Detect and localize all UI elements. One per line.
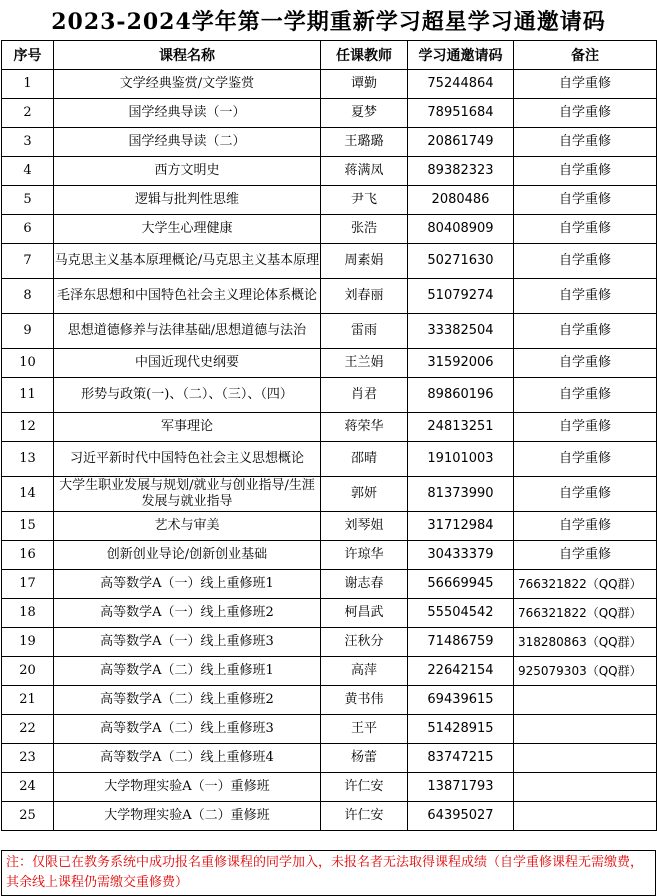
table-row: [2, 349, 657, 378]
row-course-name: 大学生心理健康: [54, 215, 321, 244]
row-remark: 自学重修: [514, 279, 657, 314]
row-teacher: 蒋满凤: [321, 157, 408, 186]
row-remark: [514, 802, 657, 831]
row-teacher: 黄书伟: [321, 686, 408, 715]
row-index: 8: [2, 279, 54, 314]
row-course-name: 创新创业导论/创新创业基础: [54, 541, 321, 570]
row-invite-code: 51079274: [408, 279, 514, 314]
table-row: [2, 157, 657, 186]
row-remark: [514, 773, 657, 802]
row-course-name: 高等数学A（一）线上重修班1: [54, 570, 321, 599]
header-teacher: 任课教师: [321, 41, 408, 70]
row-invite-code: 56669945: [408, 570, 514, 599]
row-index: 4: [2, 157, 54, 186]
row-course-name: 西方文明史: [54, 157, 321, 186]
table-row: [2, 628, 657, 657]
row-course-name: 大学物理实验A（二）重修班: [54, 802, 321, 831]
row-remark: 自学重修: [514, 157, 657, 186]
row-index: 24: [2, 773, 54, 802]
row-remark: 自学重修: [514, 244, 657, 279]
table-row: [2, 378, 657, 413]
row-invite-code: 33382504: [408, 314, 514, 349]
row-teacher: 许琼华: [321, 541, 408, 570]
row-remark: 自学重修: [514, 413, 657, 442]
table-header-row: [2, 41, 657, 70]
table-row: [2, 512, 657, 541]
row-teacher: 汪秋分: [321, 628, 408, 657]
row-index: 7: [2, 244, 54, 279]
row-remark: 自学重修: [514, 70, 657, 99]
row-remark: 自学重修: [514, 215, 657, 244]
row-invite-code: 2080486: [408, 186, 514, 215]
row-invite-code: 50271630: [408, 244, 514, 279]
table-row: [2, 686, 657, 715]
row-course-name: 高等数学A（二）线上重修班4: [54, 744, 321, 773]
row-invite-code: 19101003: [408, 442, 514, 477]
row-remark: 766321822（QQ群）: [514, 570, 657, 599]
row-index: 23: [2, 744, 54, 773]
table-row: [2, 773, 657, 802]
table-row: [2, 128, 657, 157]
row-invite-code: 78951684: [408, 99, 514, 128]
row-teacher: 刘春丽: [321, 279, 408, 314]
header-invite-code: 学习通邀请码: [408, 41, 514, 70]
row-course-name: 马克思主义基本原理概论/马克思主义基本原理: [54, 244, 321, 279]
row-index: 1: [2, 70, 54, 99]
table-row: [2, 413, 657, 442]
row-course-name: 国学经典导读（二）: [54, 128, 321, 157]
row-remark: 318280863（QQ群）: [514, 628, 657, 657]
row-teacher: 高萍: [321, 657, 408, 686]
row-index: 12: [2, 413, 54, 442]
row-course-name: 艺术与审美: [54, 512, 321, 541]
table-row: [2, 314, 657, 349]
row-course-name: 大学物理实验A（一）重修班: [54, 773, 321, 802]
row-index: 6: [2, 215, 54, 244]
row-remark: 925079303（QQ群）: [514, 657, 657, 686]
row-index: 25: [2, 802, 54, 831]
row-teacher: 王璐璐: [321, 128, 408, 157]
table-row: [2, 99, 657, 128]
row-index: 3: [2, 128, 54, 157]
row-invite-code: 89382323: [408, 157, 514, 186]
row-course-name: 形势与政策(一)、（二）、（三）、（四）: [54, 378, 321, 413]
row-teacher: 王兰娟: [321, 349, 408, 378]
row-invite-code: 64395027: [408, 802, 514, 831]
row-index: 14: [2, 477, 54, 512]
row-invite-code: 80408909: [408, 215, 514, 244]
row-remark: 自学重修: [514, 99, 657, 128]
row-invite-code: 22642154: [408, 657, 514, 686]
row-teacher: 郭妍: [321, 477, 408, 512]
row-invite-code: 24813251: [408, 413, 514, 442]
row-course-name: 习近平新时代中国特色社会主义思想概论: [54, 442, 321, 477]
row-teacher: 夏梦: [321, 99, 408, 128]
row-teacher: 尹飞: [321, 186, 408, 215]
row-index: 5: [2, 186, 54, 215]
row-index: 11: [2, 378, 54, 413]
row-remark: [514, 744, 657, 773]
row-remark: 自学重修: [514, 349, 657, 378]
row-teacher: 许仁安: [321, 773, 408, 802]
row-course-name: 军事理论: [54, 413, 321, 442]
row-course-name: 高等数学A（二）线上重修班2: [54, 686, 321, 715]
header-remark: 备注: [514, 41, 657, 70]
row-teacher: 许仁安: [321, 802, 408, 831]
table-row: [2, 541, 657, 570]
table-row: [2, 744, 657, 773]
row-index: 22: [2, 715, 54, 744]
row-teacher: 谢志春: [321, 570, 408, 599]
header-course-name: 课程名称: [54, 41, 321, 70]
table-body: [2, 70, 657, 831]
row-course-name: 毛泽东思想和中国特色社会主义理论体系概论: [54, 279, 321, 314]
row-index: 15: [2, 512, 54, 541]
row-invite-code: 89860196: [408, 378, 514, 413]
row-teacher: 蒋荣华: [321, 413, 408, 442]
row-teacher: 谭勤: [321, 70, 408, 99]
row-course-name: 大学生职业发展与规划/就业与创业指导/生涯发展与就业指导: [54, 477, 321, 512]
table-row: [2, 715, 657, 744]
row-invite-code: 20861749: [408, 128, 514, 157]
row-teacher: 柯昌武: [321, 599, 408, 628]
row-invite-code: 71486759: [408, 628, 514, 657]
row-invite-code: 30433379: [408, 541, 514, 570]
table-row: [2, 70, 657, 99]
row-course-name: 中国近现代史纲要: [54, 349, 321, 378]
table-row: [2, 442, 657, 477]
row-index: 16: [2, 541, 54, 570]
table-row: [2, 244, 657, 279]
row-remark: 自学重修: [514, 186, 657, 215]
row-remark: [514, 686, 657, 715]
row-index: 20: [2, 657, 54, 686]
row-invite-code: 75244864: [408, 70, 514, 99]
row-remark: 自学重修: [514, 541, 657, 570]
table-row: [2, 802, 657, 831]
row-teacher: 雷雨: [321, 314, 408, 349]
row-index: 19: [2, 628, 54, 657]
row-invite-code: 13871793: [408, 773, 514, 802]
header-index: 序号: [2, 41, 54, 70]
row-remark: 自学重修: [514, 128, 657, 157]
row-index: 17: [2, 570, 54, 599]
row-remark: 自学重修: [514, 512, 657, 541]
row-invite-code: 31712984: [408, 512, 514, 541]
row-index: 13: [2, 442, 54, 477]
row-index: 21: [2, 686, 54, 715]
row-course-name: 文学经典鉴赏/文学鉴赏: [54, 70, 321, 99]
row-invite-code: 31592006: [408, 349, 514, 378]
row-remark: 自学重修: [514, 314, 657, 349]
row-teacher: 邵晴: [321, 442, 408, 477]
row-course-name: 高等数学A（二）线上重修班3: [54, 715, 321, 744]
row-course-name: 逻辑与批判性思维: [54, 186, 321, 215]
table-row: [2, 215, 657, 244]
row-invite-code: 69439615: [408, 686, 514, 715]
row-remark: [514, 715, 657, 744]
table-row: [2, 279, 657, 314]
footer-note: 注：仅限已在教务系统中成功报名重修课程的同学加入，未报名者无法取得课程成绩（自学重修课程无需缴费，其余线上课程仍需缴交重修费）: [1, 850, 656, 896]
table-row: [2, 599, 657, 628]
row-teacher: 刘琴姐: [321, 512, 408, 541]
row-index: 18: [2, 599, 54, 628]
row-course-name: 国学经典导读（一）: [54, 99, 321, 128]
row-remark: 766321822（QQ群）: [514, 599, 657, 628]
row-invite-code: 83747215: [408, 744, 514, 773]
table-row: [2, 477, 657, 512]
page-title: 2023-2024学年第一学期重新学习超星学习通邀请码: [51, 8, 606, 35]
row-remark: 自学重修: [514, 378, 657, 413]
row-teacher: 周素娟: [321, 244, 408, 279]
row-remark: 自学重修: [514, 477, 657, 512]
row-invite-code: 51428915: [408, 715, 514, 744]
row-index: 9: [2, 314, 54, 349]
row-teacher: 肖君: [321, 378, 408, 413]
row-course-name: 高等数学A（一）线上重修班2: [54, 599, 321, 628]
row-index: 2: [2, 99, 54, 128]
row-teacher: 王平: [321, 715, 408, 744]
row-course-name: 高等数学A（二）线上重修班1: [54, 657, 321, 686]
invite-code-table: [1, 40, 657, 831]
row-index: 10: [2, 349, 54, 378]
row-invite-code: 55504542: [408, 599, 514, 628]
row-teacher: 张浩: [321, 215, 408, 244]
row-teacher: 杨蕾: [321, 744, 408, 773]
table-row: [2, 657, 657, 686]
row-invite-code: 81373990: [408, 477, 514, 512]
table-row: [2, 570, 657, 599]
row-course-name: 思想道德修养与法律基础/思想道德与法治: [54, 314, 321, 349]
table-row: [2, 186, 657, 215]
row-course-name: 高等数学A（一）线上重修班3: [54, 628, 321, 657]
row-remark: 自学重修: [514, 442, 657, 477]
